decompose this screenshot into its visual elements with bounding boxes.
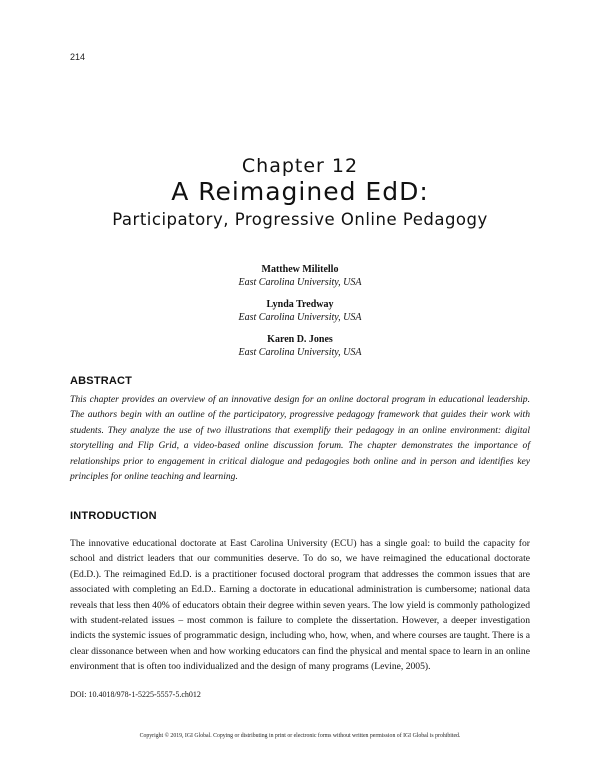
- author-affiliation: East Carolina University, USA: [238, 312, 362, 323]
- author-name: Matthew Militello: [261, 264, 339, 275]
- abstract-text: This chapter provides an overview of an innovative design for an online doctoral program in educational leadership. The authors begin with an outline of the participatory, progressive pedagogy framework that guides their work with students. They analyze the use of two illustrations that exemplify their pedagogy in an online environment: digital storytelling and Flip Grid, a video-based online discussion forum. The chapter demonstrates the importance of relationships prior to engagement in critical dialogue and pedagogies both online and in person and identifies key principles for online teaching and learning.: [70, 394, 530, 483]
- author-affiliation: East Carolina University, USA: [238, 277, 362, 288]
- author-name: Lynda Tredway: [266, 299, 334, 310]
- chapter-title: A Reimagined EdD:: [171, 177, 429, 206]
- introduction-heading: INTRODUCTION: [70, 510, 157, 522]
- author-block: [0, 333, 600, 359]
- abstract-heading: ABSTRACT: [70, 375, 133, 387]
- author-block: [0, 263, 600, 289]
- page-number: 214: [70, 52, 86, 62]
- author-block: [0, 298, 600, 324]
- copyright-footer: Copyright © 2019, IGI Global. Copying or distributing in print or electronic forms without written permission of IGI Global is prohibited.: [139, 733, 461, 739]
- chapter-label: Chapter 12: [241, 155, 359, 177]
- author-affiliation: East Carolina University, USA: [238, 347, 362, 358]
- author-name: Karen D. Jones: [267, 334, 333, 345]
- introduction-text: The innovative educational doctorate at East Carolina University (ECU) has a single goal: to build the capacity for school and district leaders that our communities deserve. To do so, we have reimagined the educational doctorate (Ed.D.). The reimagined Ed.D. is a practitioner focused doctoral program that addresses the common issues that are associated with completing an Ed.D.. Earning a doctorate in educational administration is cumbersome; national data reveals that less then 40% of educators obtain their degree within seven years. The low yield is commonly pathologized with student-related issues – most common is failure to complete the dissertation. However, a deeper investigation indicts the systemic issues of programmatic design, including who, how, when, and where courses are taught. There is a clear dissonance between when and how working educators can find the physical and mental space to learn in an online environment that is often too individualized and the design of many programs (Levine, 2005).: [70, 538, 530, 673]
- chapter-subtitle: Participatory, Progressive Online Pedagogy: [112, 210, 488, 229]
- doi: DOI: 10.4018/978-1-5225-5557-5.ch012: [70, 690, 201, 699]
